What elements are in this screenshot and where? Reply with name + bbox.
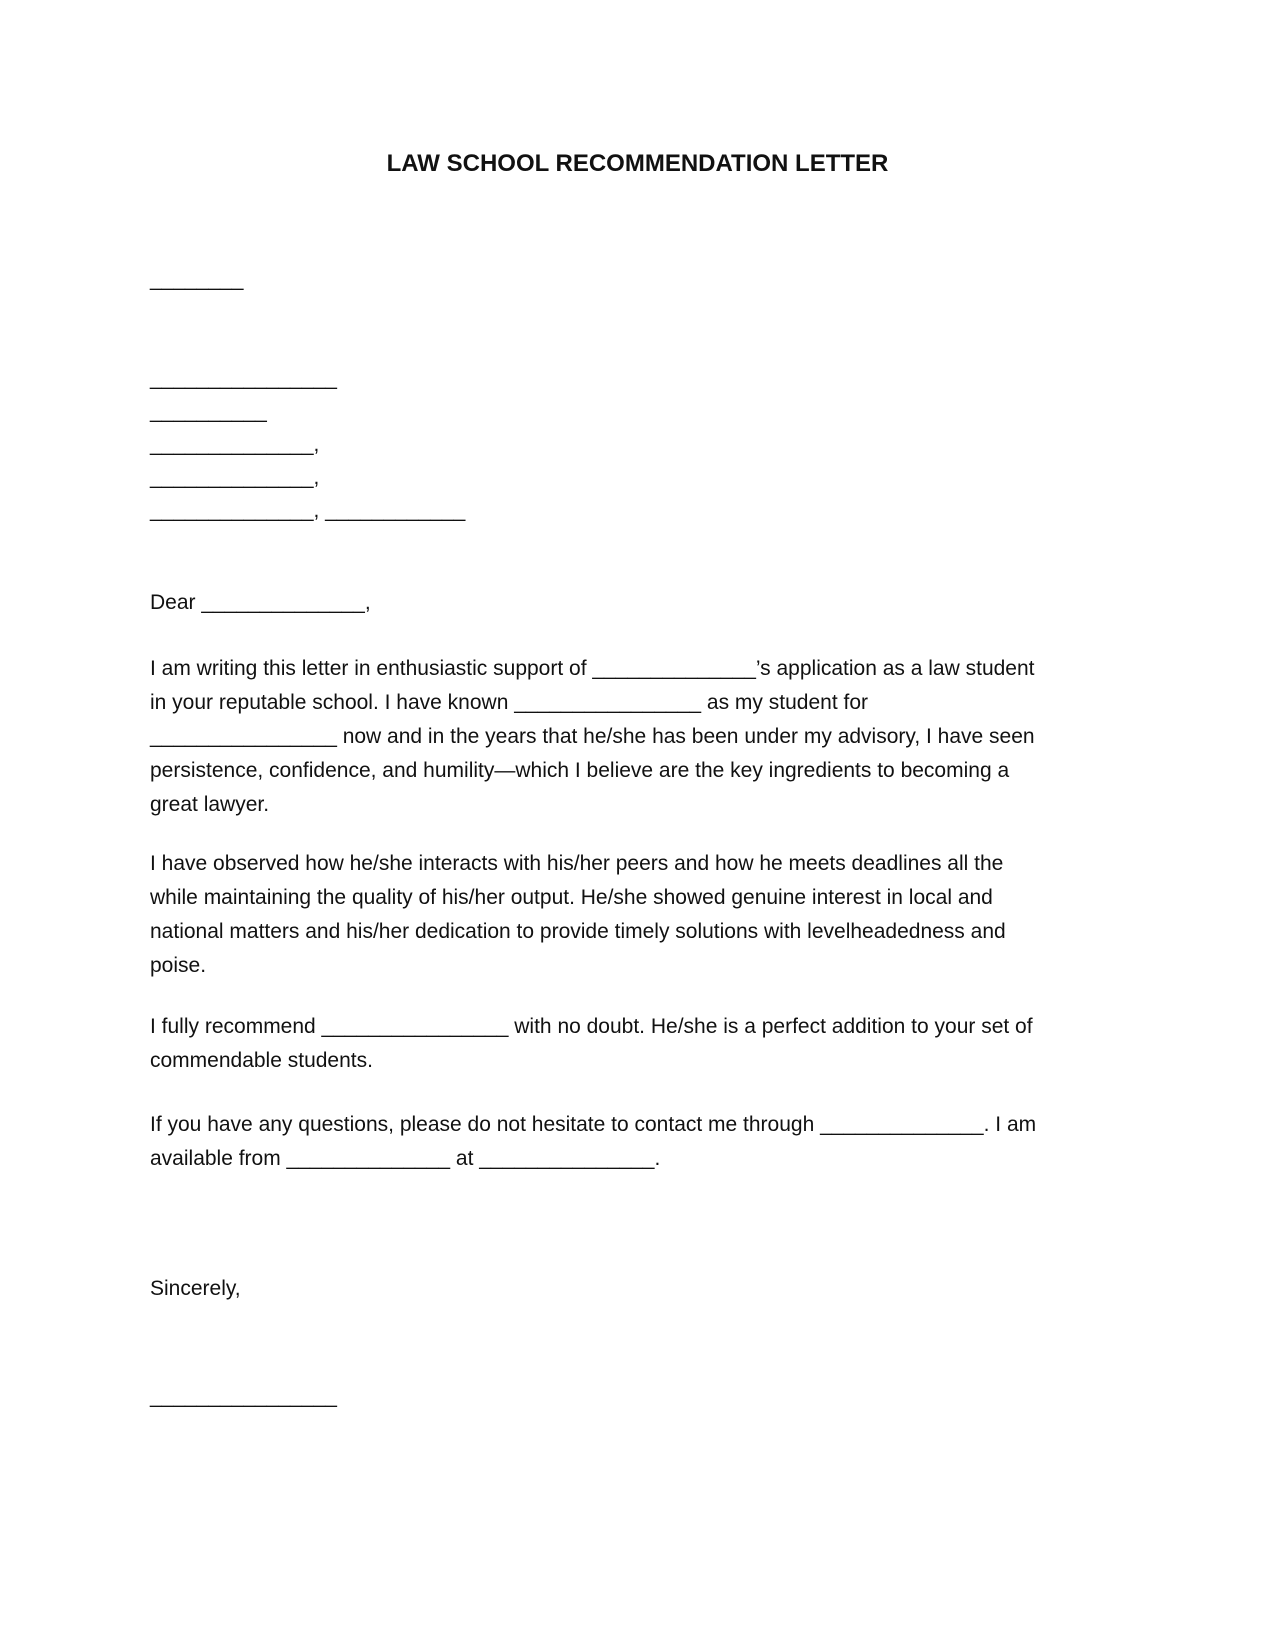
paragraph-line: great lawyer. — [150, 793, 270, 816]
paragraph-line: If you have any questions, please do not hesitate to contact me through ______________. I am — [150, 1113, 1037, 1136]
paragraph-contact — [150, 1108, 1130, 1176]
paragraph-line: ________________ now and in the years that he/she has been under my advisory, I have seen — [150, 725, 1035, 748]
address-line-4: ______________, — [150, 466, 320, 489]
paragraph-line: while maintaining the quality of his/her output. He/she showed genuine interest in local and — [150, 886, 993, 909]
paragraph-line: I am writing this letter in enthusiastic support of ______________’s application as a law student — [150, 657, 1035, 680]
address-line-2: __________ — [150, 400, 267, 423]
paragraph-line: commendable students. — [150, 1049, 373, 1072]
closing: Sincerely, — [150, 1277, 241, 1300]
paragraph-line: national matters and his/her dedication to provide timely solutions with levelheadedness and — [150, 920, 1006, 943]
address-line-1: ________________ — [150, 367, 337, 390]
paragraph-line: available from ______________ at _______________. — [150, 1147, 661, 1170]
signature-blank: ________________ — [150, 1385, 337, 1408]
paragraph-line: poise. — [150, 954, 207, 977]
paragraph-support — [150, 652, 1130, 822]
paragraph-line: I have observed how he/she interacts with his/her peers and how he meets deadlines all the — [150, 852, 1004, 875]
paragraph-line: I fully recommend ________________ with no doubt. He/she is a perfect addition to your set of — [150, 1015, 1033, 1038]
page-title: LAW SCHOOL RECOMMENDATION LETTER — [386, 150, 889, 177]
date-blank: ________ — [150, 268, 244, 291]
salutation: Dear ______________, — [150, 591, 371, 614]
paragraph-observations — [150, 847, 1130, 983]
paragraph-line: persistence, confidence, and humility—which I believe are the key ingredients to becoming a — [150, 759, 1010, 782]
paragraph-line: in your reputable school. I have known ________________ as my student for — [150, 691, 868, 714]
address-line-5: ______________, ____________ — [150, 499, 466, 522]
address-line-3: ______________, — [150, 433, 320, 456]
paragraph-recommendation — [150, 1010, 1130, 1078]
